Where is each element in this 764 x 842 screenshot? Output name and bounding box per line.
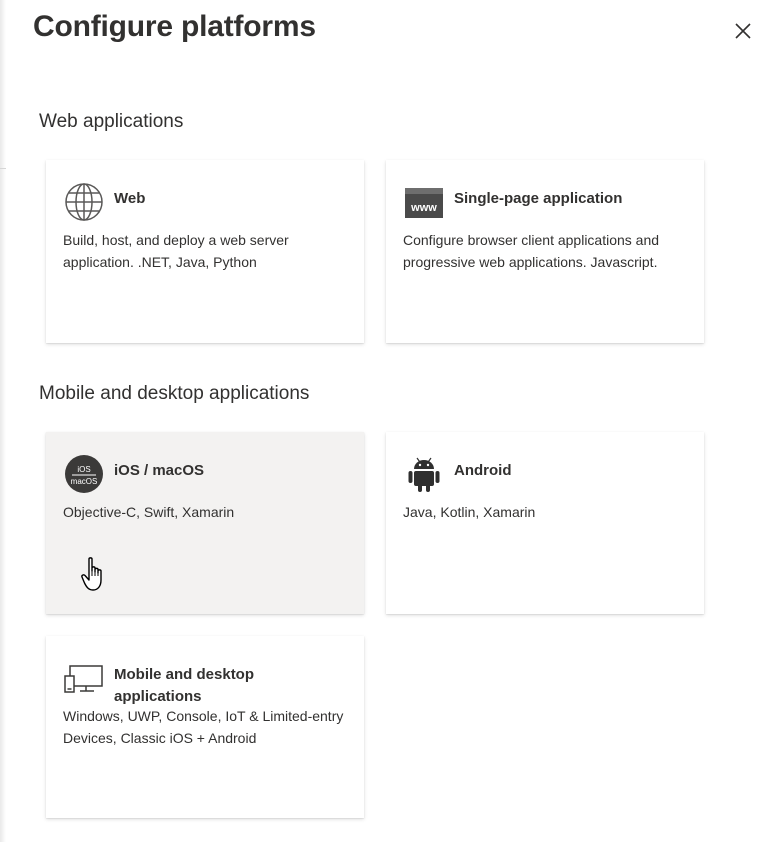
platform-card-web[interactable] <box>46 160 364 343</box>
card-title: Web <box>114 190 146 207</box>
platform-card-single-page-application[interactable] <box>386 160 704 343</box>
desktop-icon <box>64 658 104 698</box>
panel-title: Configure platforms <box>33 10 316 43</box>
ios-macos-icon <box>64 454 104 494</box>
card-title: Single-page application <box>454 190 623 207</box>
android-icon <box>404 454 444 494</box>
card-description: Configure browser client applications and progressive web applications. Javascript. <box>403 232 660 270</box>
section-title-mobile-desktop-applications: Mobile and desktop applications <box>39 383 310 404</box>
www-browser-icon <box>404 182 444 222</box>
card-description: Build, host, and deploy a web server application. .NET, Java, Python <box>63 232 289 270</box>
card-description: Objective-C, Swift, Xamarin <box>63 504 235 520</box>
platform-card-android[interactable] <box>386 432 704 614</box>
ios-icon-text: iOS <box>77 465 91 474</box>
platform-card-mobile-desktop[interactable] <box>46 636 364 818</box>
card-description: Windows, UWP, Console, IoT & Limited-entry Devices, Classic iOS + Android <box>63 708 344 746</box>
macos-icon-text: macOS <box>70 477 98 486</box>
svg-text:www: www <box>411 202 437 214</box>
card-description: Java, Kotlin, Xamarin <box>403 504 536 520</box>
close-icon <box>733 21 753 41</box>
card-title: Mobile and desktop applications <box>114 666 255 705</box>
section-title-web-applications: Web applications <box>39 111 184 132</box>
card-title: iOS / macOS <box>114 462 205 479</box>
card-title: Android <box>454 462 512 479</box>
close-button[interactable] <box>730 18 756 44</box>
hand-pointer-cursor-icon <box>80 556 110 594</box>
blade-left-edge <box>0 0 6 842</box>
divider <box>0 168 6 169</box>
globe-icon <box>64 182 104 222</box>
